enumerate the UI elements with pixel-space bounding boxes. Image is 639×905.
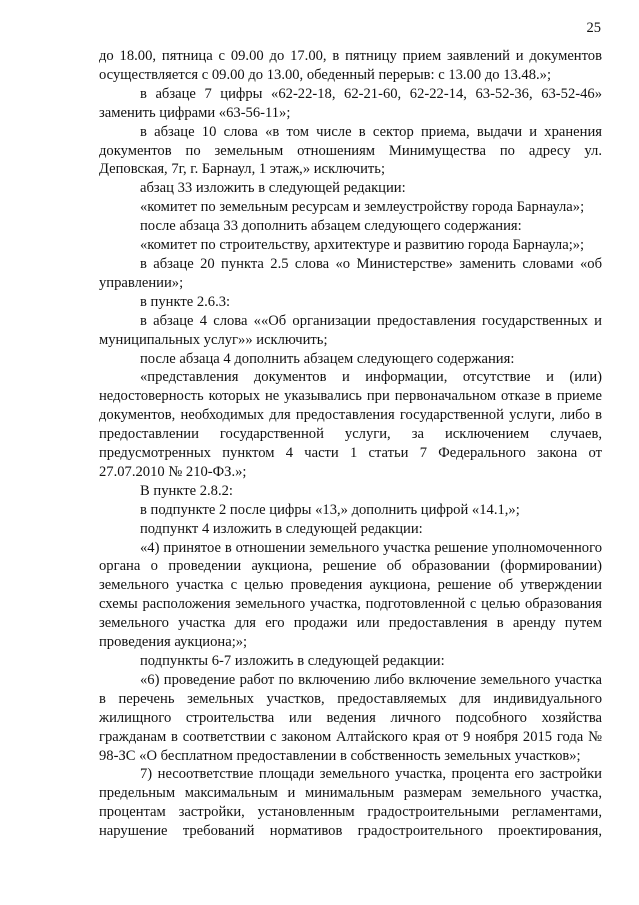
paragraph: в абзаце 20 пункта 2.5 слова «о Министерстве» заменить словами «об управлении»; bbox=[99, 255, 602, 291]
paragraph: после абзаца 33 дополнить абзацем следующего содержания: bbox=[140, 218, 522, 235]
paragraph: в абзаце 7 цифры «62-22-18, 62-21-60, 62-22-14, 63-52-36, 63-52-46» заменить цифрами «63-56-11»; bbox=[99, 85, 602, 121]
paragraph: 7) несоответствие площади земельного участка, процента его застройки предельным максимальным и минимальным размерам земельного участка, процентам застройки, установленным градостроительными регламентами, нарушение требований нормативов градостроительного проектирования, bbox=[99, 766, 602, 840]
paragraph: В пункте 2.8.2: bbox=[140, 482, 233, 499]
page-number: 25 bbox=[586, 20, 601, 36]
paragraph: «6) проведение работ по включению либо включение земельного участка в перечень земельных участков, предоставляемых для индивидуального жилищного строительства или ведения личного подсобного хозяйства гражданам в соответствии с законом Алтайского края от 9 ноября 2015 года № 98-ЗС «О бесплатном предоставлении в собственность земельных участков»; bbox=[99, 671, 602, 764]
paragraph: подпункты 6-7 изложить в следующей редакции: bbox=[140, 653, 445, 669]
paragraph: подпункт 4 изложить в следующей редакции: bbox=[140, 520, 423, 537]
paragraph: в абзаце 4 слова ««Об организации предоставления государственных и муниципальных услуг»» исключить; bbox=[99, 312, 602, 348]
paragraph: в подпункте 2 после цифры «13,» дополнить цифрой «14.1,»; bbox=[140, 501, 520, 518]
paragraph: до 18.00, пятница с 09.00 до 17.00, в пятницу прием заявлений и документов осуществляется с 09.00 до 13.00, обеденный перерыв: с 13.00 до 13.48.»; bbox=[99, 48, 602, 83]
paragraph: «комитет по строительству, архитектуре и развитию города Барнаула;»; bbox=[140, 237, 585, 254]
paragraph: в пункте 2.6.3: bbox=[140, 293, 231, 310]
paragraph: в абзаце 10 слова «в том числе в сектор приема, выдачи и хранения документов по земельным отношениям Минимущества по адресу ул. Деповская, 7г, г. Барнаул, 1 этаж,» исключить; bbox=[99, 123, 602, 178]
document-body bbox=[99, 47, 602, 841]
paragraph: «комитет по земельным ресурсам и землеустройству города Барнаула»; bbox=[140, 199, 585, 216]
paragraph: после абзаца 4 дополнить абзацем следующего содержания: bbox=[140, 350, 515, 367]
paragraph: абзац 33 изложить в следующей редакции: bbox=[140, 180, 406, 197]
paragraph: «представления документов и информации, отсутствие и (или) недостоверность которых не указывались при первоначальном отказе в приеме документов, необходимых для предоставления государственной услуги, либо в предоставлении государственной услуги, за исключением случаев, предусмотренных пунктом 4 части 1 статьи 7 Федерального закона от 27.07.2010 № 210-ФЗ.»; bbox=[99, 369, 602, 480]
paragraph: «4) принятое в отношении земельного участка решение уполномоченного органа о проведении аукциона, решение об образовании (формировании) земельного участка с целью проведения аукциона, решение об утверждении схемы расположения земельного участка, подготовленной с целью образования земельного участка для его продажи или предоставления в аренду путем проведения аукциона;»; bbox=[99, 539, 602, 651]
